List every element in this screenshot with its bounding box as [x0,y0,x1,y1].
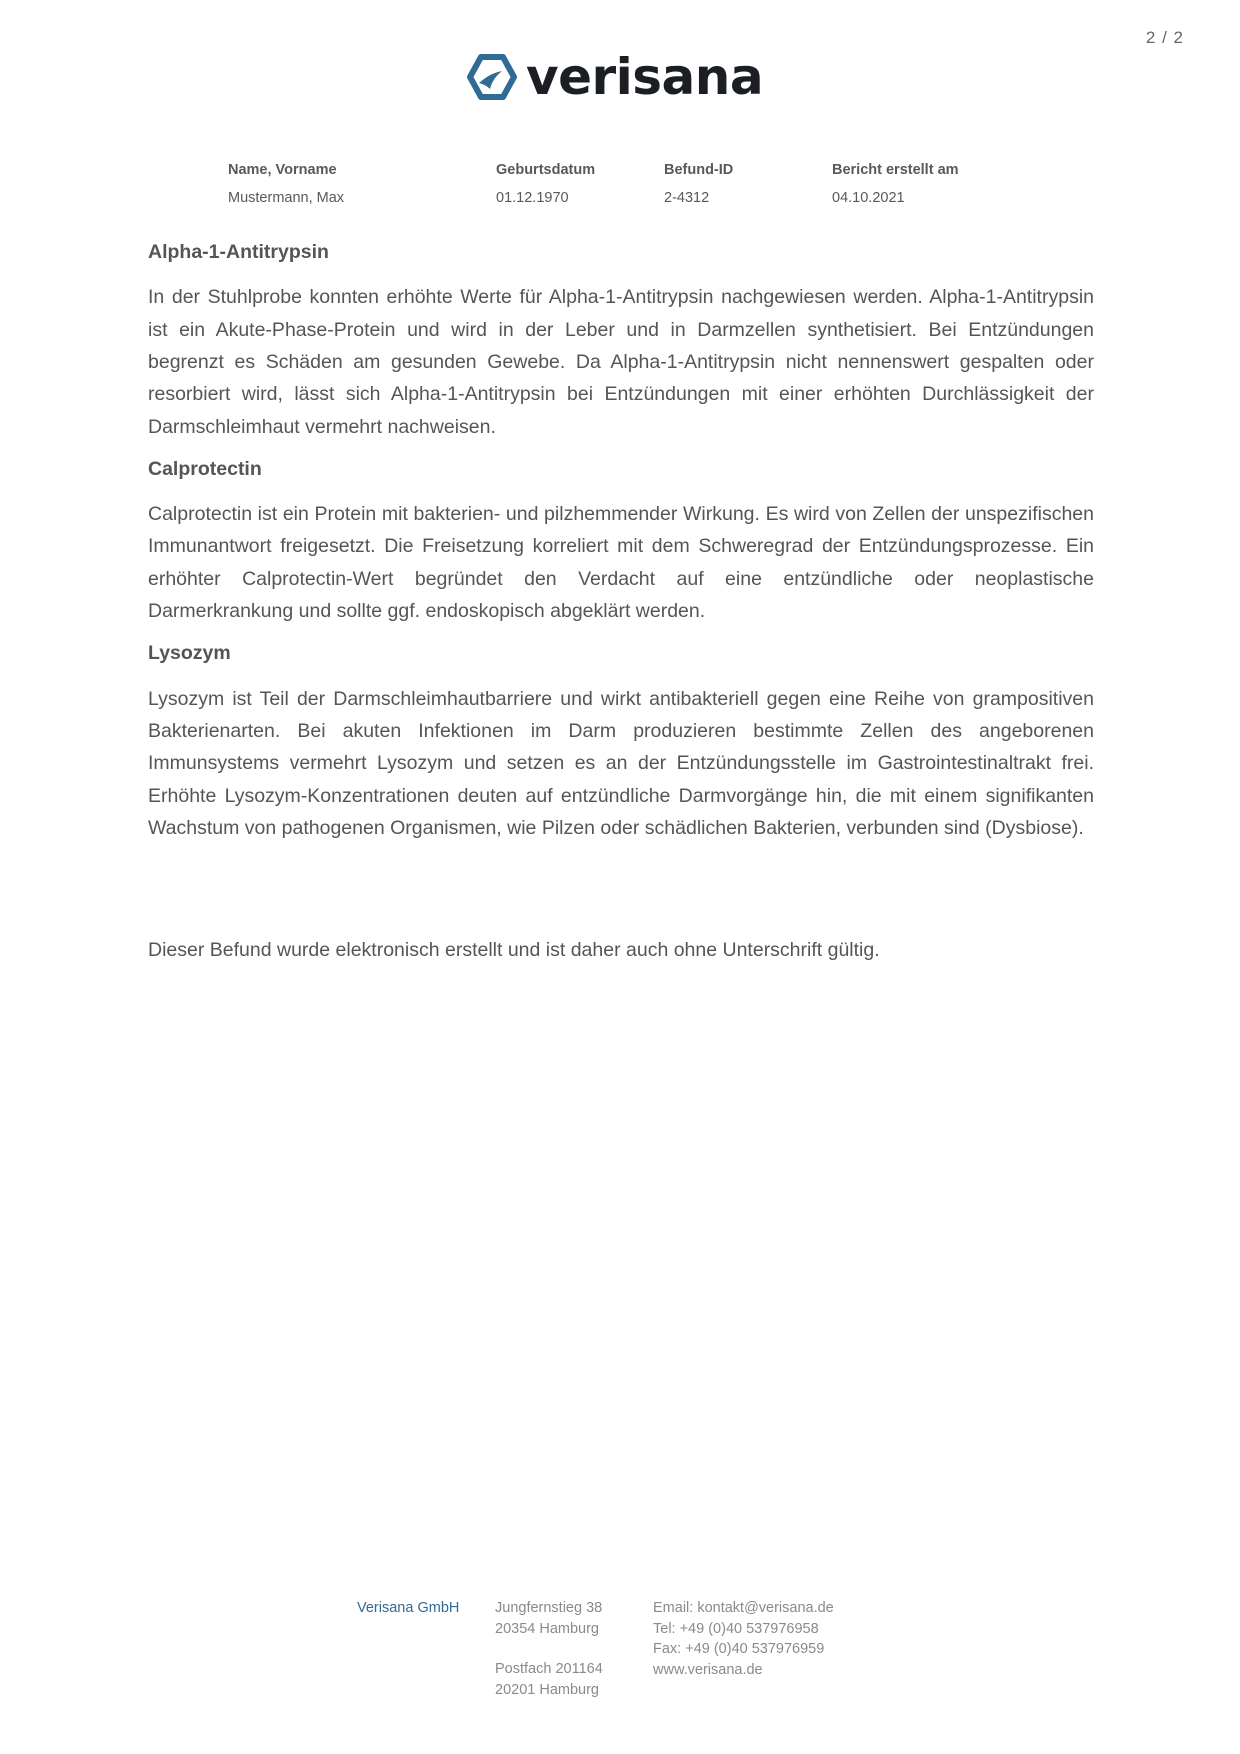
footer-street: Jungfernstieg 38 [495,1600,603,1616]
dob-label: Geburtsdatum [496,162,596,178]
logo-text: verisana [526,48,764,106]
report-date-value: 04.10.2021 [832,190,905,206]
footer-website[interactable]: www.verisana.de [653,1661,763,1678]
section-title-calprotectin: Calprotectin [148,457,262,480]
footer-contact [653,1598,834,1680]
footer-fax: Fax: +49 (0)40 537976959 [653,1641,825,1657]
footer-address [495,1598,603,1700]
footer-po-box: Postfach 201164 [495,1661,603,1677]
logo [466,46,763,108]
footer-tel: Tel: +49 (0)40 537976958 [653,1620,819,1637]
name-label: Name, Vorname [228,162,337,178]
section-title-alpha-1-antitrypsin: Alpha-1-Antitrypsin [148,241,329,263]
patient-dob-column [496,162,595,206]
signature-note: Dieser Befund wurde elektronisch erstellt und ist daher auch ohne Unterschrift gültig. [148,939,880,961]
section-title-lysozym: Lysozym [148,642,231,665]
hexagon-bird-logo-icon [466,53,518,101]
report-date-label: Bericht erstellt am [832,162,959,178]
page-number: 2 / 2 [1145,28,1184,47]
dob-value: 01.12.1970 [496,190,569,206]
section-text-calprotectin: Calprotectin ist ein Protein mit bakterien- und pilzhemmender Wirkung. Es wird von Zellen der unspezifischen Immunantwort freigesetzt. Die Freisetzung korreliert mit dem Schweregrad der Entzündungsprozesse. Ein erhöhter Calprotectin-Wert begründet den Verdacht auf eine entzündliche oder neoplastische Darmerkrankung und sollte ggf. endoskopisch abgeklärt werden. [148,503,1094,623]
report-id-label: Befund-ID [664,162,734,178]
patient-name-column [228,162,344,206]
footer-po-city: 20201 Hamburg [495,1681,599,1698]
footer-email[interactable]: Email: kontakt@verisana.de [653,1600,834,1616]
footer-city: 20354 Hamburg [495,1620,599,1637]
name-value: Mustermann, Max [228,190,345,206]
report-id-value: 2-4312 [664,190,710,206]
footer-company: Verisana GmbH [357,1600,460,1616]
report-date-column [832,162,959,206]
section-text-alpha-1-antitrypsin: In der Stuhlprobe konnten erhöhte Werte für Alpha-1-Antitrypsin nachgewiesen werden. Alpha-1-Antitrypsin ist ein Akute-Phase-Protein und wird in der Leber und in Darmzellen synthetisiert. Bei Entzündungen begrenzt es Schäden am gesunden Gewebe. Da Alpha-1-Antitrypsin nicht nennenswert gespalten oder resorbiert wird, lässt sich Alpha-1-Antitrypsin bei Entzündungen mit einer erhöhten Durchlässigkeit der Darmschleimhaut vermehrt nachweisen. [148,286,1094,438]
section-text-lysozym: Lysozym ist Teil der Darmschleimhautbarriere und wirkt antibakteriell gegen eine Reihe von grampositiven Bakterienarten. Bei akuten Infektionen im Darm produzieren bestimmte Zellen des angeborenen Immunsystems vermehrt Lysozym und setzen es an der Entzündungsstelle im Gastrointestinaltrakt frei. Erhöhte Lysozym-Konzentrationen deuten auf entzündliche Darmvorgänge hin, die mit einem signifikanten Wachstum von pathogenen Organismen, wie Pilzen oder schädlichen Bakterien, verbunden sind (Dysbiose). [148,687,1094,839]
report-id-column [664,162,733,206]
report-body [148,240,1094,858]
